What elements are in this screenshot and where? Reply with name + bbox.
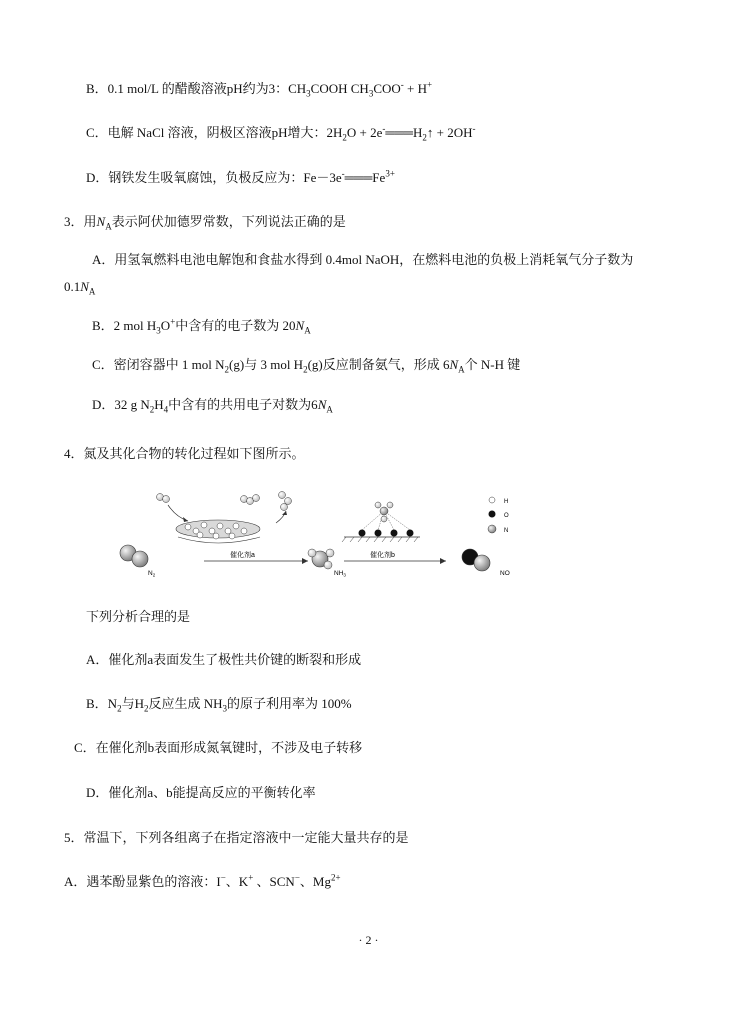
q3-option-a-line1: A．用氢氧燃料电池电解饱和食盐水得到 0.4mol NaOH，在燃料电池的负极上消耗氧气分子数为	[92, 252, 634, 267]
q5-stem: 5．常温下，下列各组离子在指定溶液中一定能大量共存的是	[64, 830, 409, 845]
page-number: · 2 ·	[358, 933, 379, 947]
nh3-label: $NH_3$	[334, 570, 346, 578]
svg-text:N: N	[504, 528, 509, 534]
q4-option-c: C．在催化剂b表面形成氮氧键时，不涉及电子转移	[74, 740, 363, 755]
catalyst-b-label: 催化剂b	[370, 552, 395, 559]
q2-option-b: B．0.1 mol/L 的醋酸溶液pH约为3：$CH_3COOH$ $CH_3COO^- + H^+$	[86, 79, 433, 99]
catalyst-b-surface	[342, 502, 420, 542]
q3-option-b: B．2 mol $H_3O^+$中含有的电子数为 $20N_A$	[92, 316, 311, 336]
no-label: NO	[500, 570, 510, 577]
q3-option-c: C．密闭容器中 1 mol $N_2(g)$与 3 mol $H_2(g)$反应制备氨气，形成 $6N_A$个 N-H 键	[92, 357, 521, 375]
q3-option-a-line2: $0.1N_A$	[64, 279, 96, 297]
q5-option-a: A．遇苯酚显紫色的溶液：I−、K+ 、SCN−、$Mg^{2+}$	[64, 872, 341, 889]
catalyst-a-label: 催化剂a	[230, 552, 255, 559]
q4-option-b: B．$N_2$与$H_2$反应生成 $NH_3$的原子利用率为 100%	[86, 696, 352, 714]
svg-text:H: H	[504, 499, 509, 505]
catalyst-a-surface	[176, 520, 260, 543]
nitrogen-conversion-diagram	[108, 487, 548, 581]
q2-option-d: D．钢铁发生吸氧腐蚀，负极反应为：$Fe-3e^-═══Fe^{3+}$	[86, 168, 395, 185]
q4-stem: 4．氮及其化合物的转化过程如下图所示。	[64, 446, 305, 461]
q4-prompt: 下列分析合理的是	[86, 609, 191, 624]
q3-option-d: D．32 g $N_2H_4$中含有的共用电子对数为$6N_A$	[92, 397, 333, 415]
svg-text:O: O	[504, 513, 509, 519]
h2-molecules	[157, 492, 292, 511]
n2-molecule	[120, 545, 148, 567]
q3-stem: 3．用$N_A$表示阿伏加德罗常数，下列说法正确的是	[64, 214, 346, 232]
q2-option-c: C．电解 NaCl 溶液，阴极区溶液pH增大：$2H_2O$ + $2e^-═══H_2↑ + 2OH^-$	[86, 123, 476, 143]
n2-label: $N_2$	[148, 570, 156, 578]
no-molecule	[462, 549, 490, 571]
legend	[488, 497, 509, 534]
nh3-molecule	[308, 549, 334, 569]
q4-option-d: D．催化剂a、b能提高反应的平衡转化率	[86, 785, 316, 800]
q4-option-a: A．催化剂a表面发生了极性共价键的断裂和形成	[86, 652, 362, 667]
